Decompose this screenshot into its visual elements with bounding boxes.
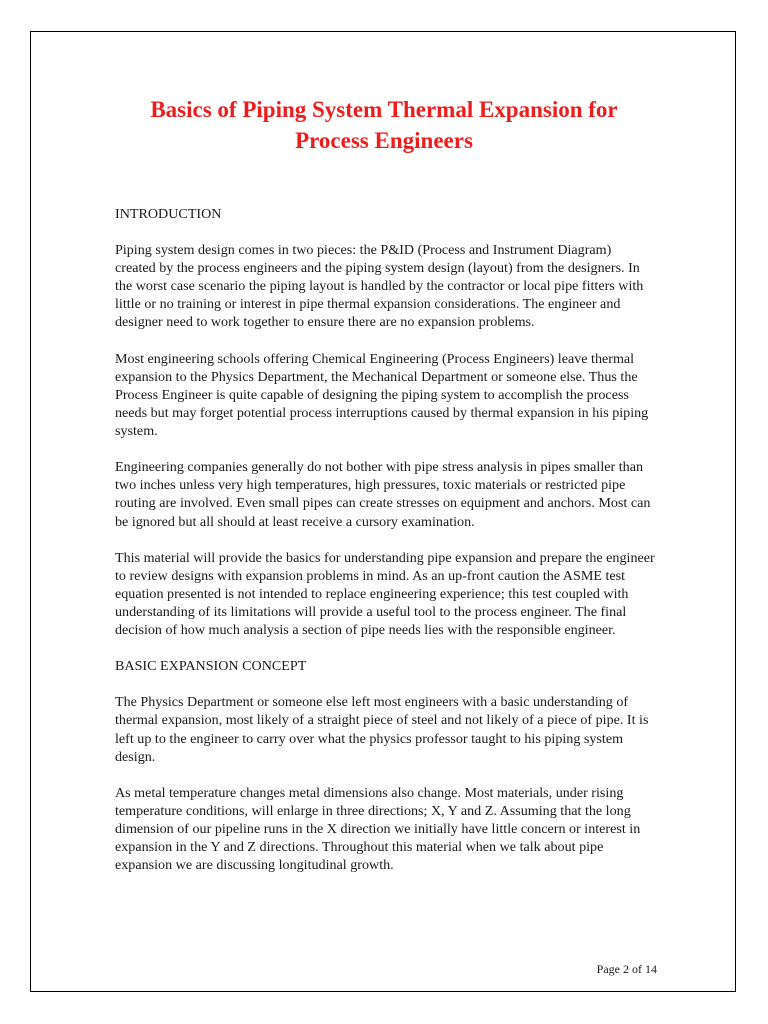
title-line-1: Basics of Piping System Thermal Expansion for — [150, 97, 618, 122]
document-title — [31, 94, 737, 156]
section-heading-basic-expansion: BASIC EXPANSION CONCEPT — [115, 658, 307, 675]
document-page — [30, 31, 736, 992]
paragraph: As metal temperature changes metal dimensions also change. Most materials, under rising temperature conditions, will enlarge in three directions; X, Y and Z. Assuming that the long dimension of our pipeline runs in the X direction we initially have little concern or interest in expansion in the Y and Z directions. Throughout this material when we talk about pipe expansion we are discussing longitudinal growth. — [115, 784, 641, 874]
paragraph: The Physics Department or someone else left most engineers with a basic understanding of thermal expansion, most likely of a straight piece of steel and not likely of a piece of pipe. It is left up to the engineer to carry over what the physics professor taught to his piping system design. — [115, 694, 649, 765]
paragraph: Piping system design comes in two pieces: the P&ID (Process and Instrument Diagram) created by the process engineers and the piping system design (layout) from the designers. In the worst case scenario the piping layout is handled by the contractor or local pipe fitters with little or no training or interest in pipe thermal expansion considerations. The engineer and designer need to work together to ensure there are no expansion problems. — [115, 242, 644, 331]
page-number: Page 2 of 14 — [596, 962, 657, 976]
document-body — [115, 205, 655, 892]
paragraph: Engineering companies generally do not bother with pipe stress analysis in pipes smaller than two inches unless very high temperatures, high pressures, toxic materials or restricted pipe routing are involved. Even small pipes can create stresses on equipment and anchors. Most can be ignored but all should at least receive a cursory examination. — [115, 459, 651, 530]
paragraph: This material will provide the basics for understanding pipe expansion and prepare the engineer to review designs with expansion problems in mind. As an up-front caution the ASME test equation presented is not intended to replace engineering experience; this test coupled with understanding of its limitations will provide a useful tool to the process engineer. The final decision of how much analysis a section of pipe needs lies with the responsible engineer. — [115, 549, 655, 639]
title-line-2: Process Engineers — [295, 128, 473, 153]
section-heading-introduction: INTRODUCTION — [115, 206, 222, 222]
paragraph: Most engineering schools offering Chemical Engineering (Process Engineers) leave thermal expansion to the Physics Department, the Mechanical Department or someone else. Thus the Process Engineer is quite capable of designing the piping system to accomplish the process needs but may forget potential process interruptions caused by thermal expansion in his piping system. — [115, 350, 649, 440]
